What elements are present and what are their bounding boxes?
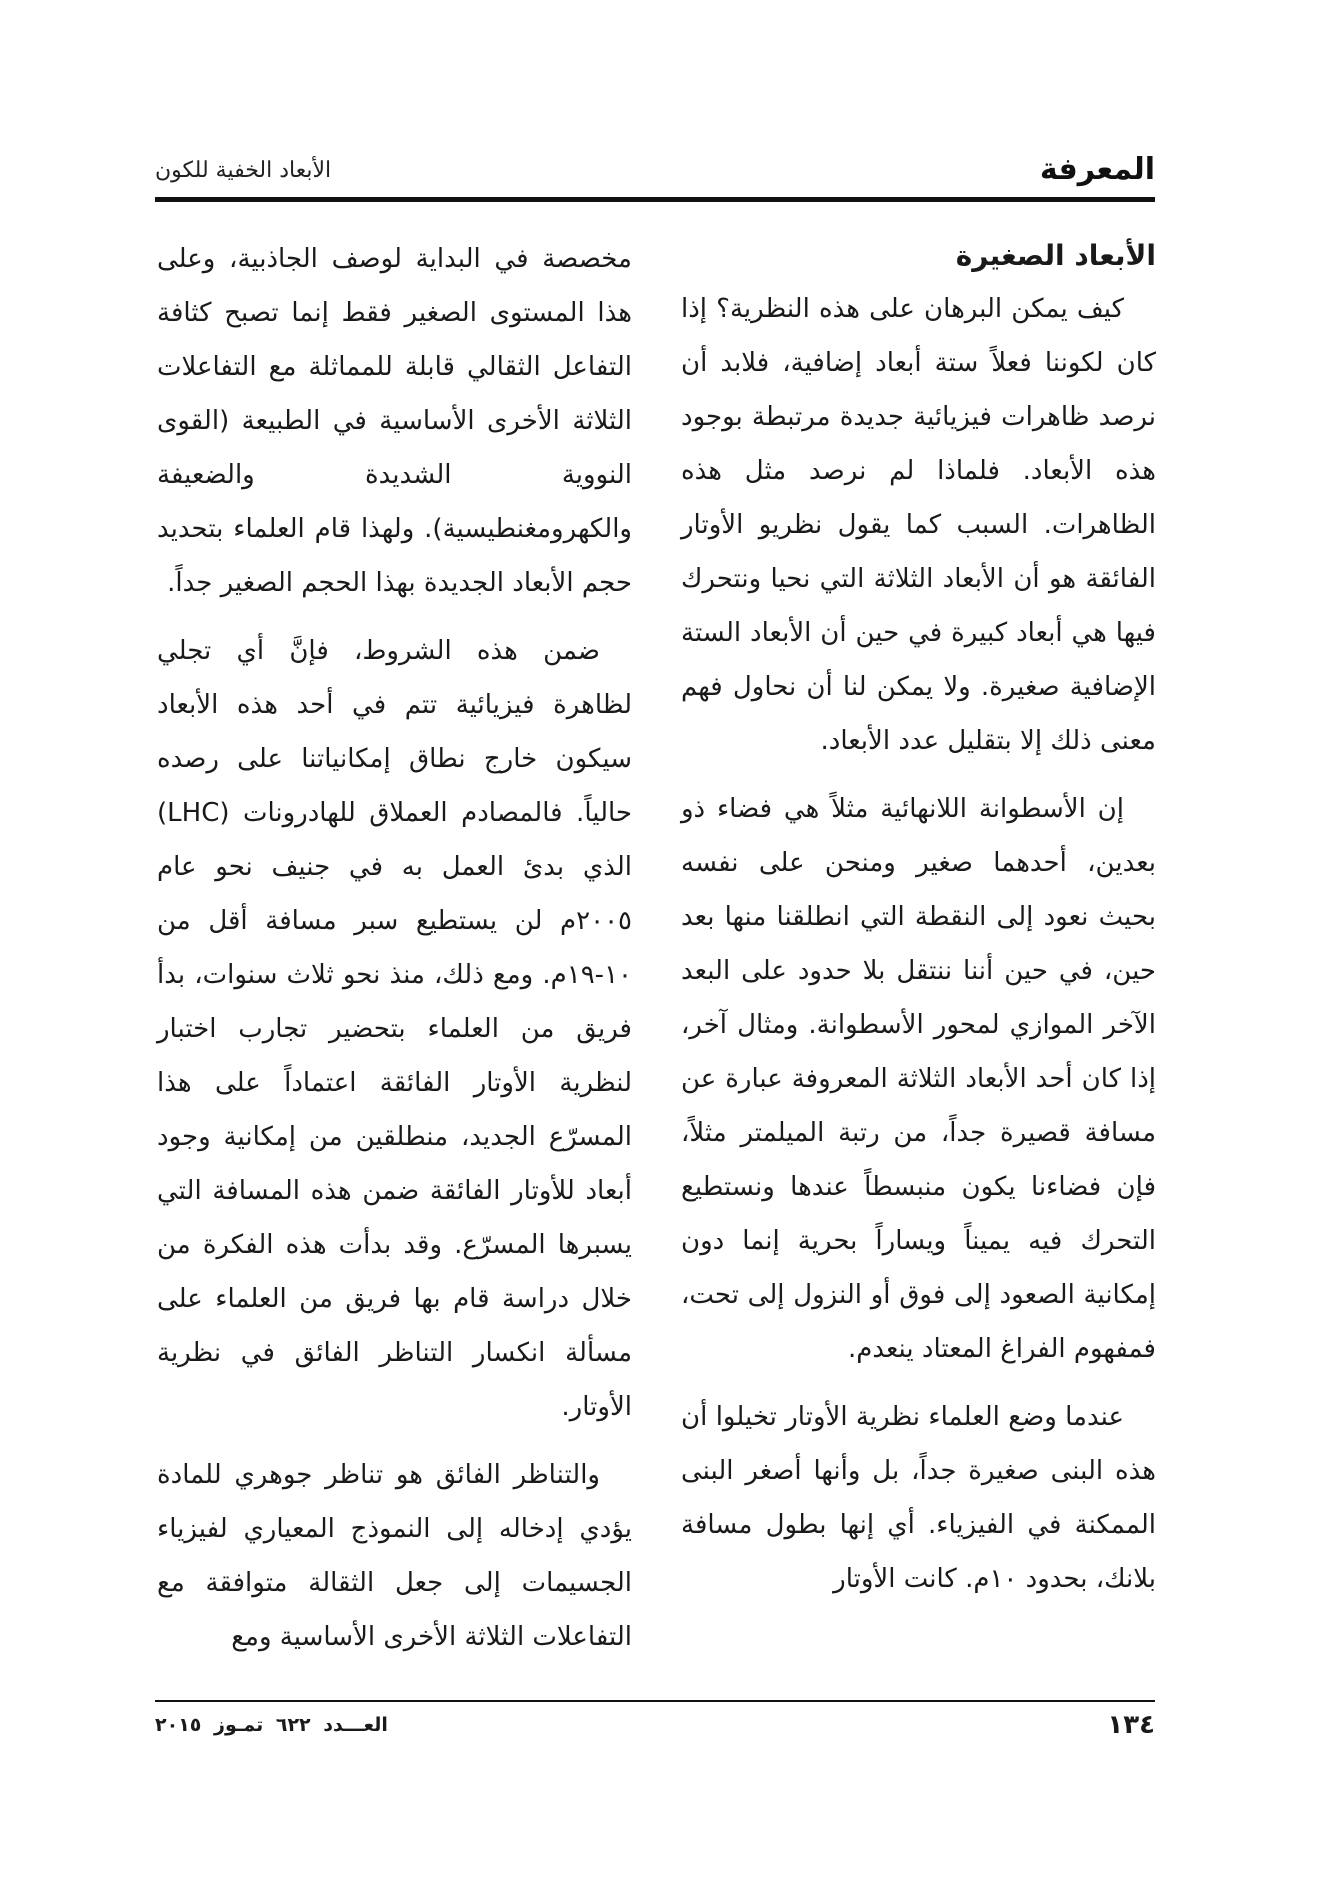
footer-rule	[155, 1700, 1155, 1702]
page-footer	[155, 1710, 1155, 1750]
paragraph: عندما وضع العلماء نظرية الأوتار تخيلوا أن هذه البنى صغيرة جداً، بل وأنها أصغر البنى الممكنة في الفيزياء. أي إنها بطول مسافة بلانك، بحدود ١٠م. كانت الأوتار	[681, 1402, 1156, 1594]
paragraph: والتناظر الفائق هو تناظر جوهري للمادة يؤدي إدخاله إلى النموذج المعياري لفيزياء الجسيمات إلى جعل الثقالة متوافقة مع التفاعلات الثلاثة الأخرى الأساسية ومع	[157, 1460, 632, 1652]
paragraph: ضمن هذه الشروط، فإنَّ أي تجلي لظاهرة فيزيائية تتم في أحد هذه الأبعاد سيكون خارج نطاق إمكانياتنا على رصده حالياً. فالمصادم العملاق للهادرونات (LHC) الذي بدئ العمل به في جنيف نحو عام ٢٠٠٥م لن يستطيع سبر مسافة أقل من ١٠-١٩م. ومع ذلك، منذ نحو ثلاث سنوات، بدأ فريق من العلماء بتحضير تجارب اختبار لنظرية الأوتار الفائقة اعتماداً على هذا المسرّع الجديد، منطلقين من إمكانية وجود أبعاد للأوتار الفائقة ضمن هذه المسافة التي يسبرها المسرّع. وقد بدأت هذه الفكرة من خلال دراسة قام بها فريق من العلماء على مسألة انكسار التناظر الفائق في نظرية الأوتار.	[157, 636, 632, 1422]
section-title: الأبعاد الصغيرة	[955, 239, 1156, 272]
issue-info: العـــدد ٦٢٢ تمـوز ٢٠١٥	[155, 1714, 388, 1736]
page-number: ١٣٤	[1107, 1710, 1155, 1740]
paragraph: كيف يمكن البرهان على هذه النظرية؟ إذا كان لكوننا فعلاً ستة أبعاد إضافية، فلابد أن نرصد ظاهرات فيزيائية جديدة مرتبطة بوجود هذه الأبعاد. فلماذا لم نرصد مثل هذه الظاهرات. السبب كما يقول نظريو الأوتار الفائقة هو أن الأبعاد الثلاثة التي نحيا ونتحرك فيها هي أبعاد كبيرة في حين أن الأبعاد الستة الإضافية صغيرة. ولا يمكن لنا أن نحاول فهم معنى ذلك إلا بتقليل عدد الأبعاد.	[681, 294, 1156, 756]
running-title: الأبعاد الخفية للكون	[155, 158, 332, 183]
page-header	[155, 150, 1155, 202]
paragraph: مخصصة في البداية لوصف الجاذبية، وعلى هذا المستوى الصغير فقط إنما تصبح كثافة التفاعل الثقالي قابلة للمماثلة مع التفاعلات الثلاثة الأخرى الأساسية في الطبيعة (القوى النووية الشديدة والضعيفة والكهرومغنطيسية). ولهذا قام العلماء بتحديد حجم الأبعاد الجديدة بهذا الحجم الصغير جداً.	[157, 244, 632, 598]
right-column	[681, 232, 1156, 1606]
header-rule	[155, 197, 1155, 202]
magazine-logo: المعرفة	[1039, 152, 1155, 187]
left-column	[157, 232, 632, 1664]
paragraph: إن الأسطوانة اللانهائية مثلاً هي فضاء ذو بعدين، أحدهما صغير ومنحن على نفسه بحيث نعود إلى النقطة التي انطلقنا منها بعد حين، في حين أننا ننتقل بلا حدود على البعد الآخر الموازي لمحور الأسطوانة. ومثال آخر، إذا كان أحد الأبعاد الثلاثة المعروفة عبارة عن مسافة قصيرة جداً، من رتبة الميلمتر مثلاً، فإن فضاءنا يكون منبسطاً عندها ونستطيع التحرك فيه يميناً ويساراً بحرية إنما دون إمكانية الصعود إلى فوق أو النزول إلى تحت، فمفهوم الفراغ المعتاد ينعدم.	[681, 794, 1156, 1364]
